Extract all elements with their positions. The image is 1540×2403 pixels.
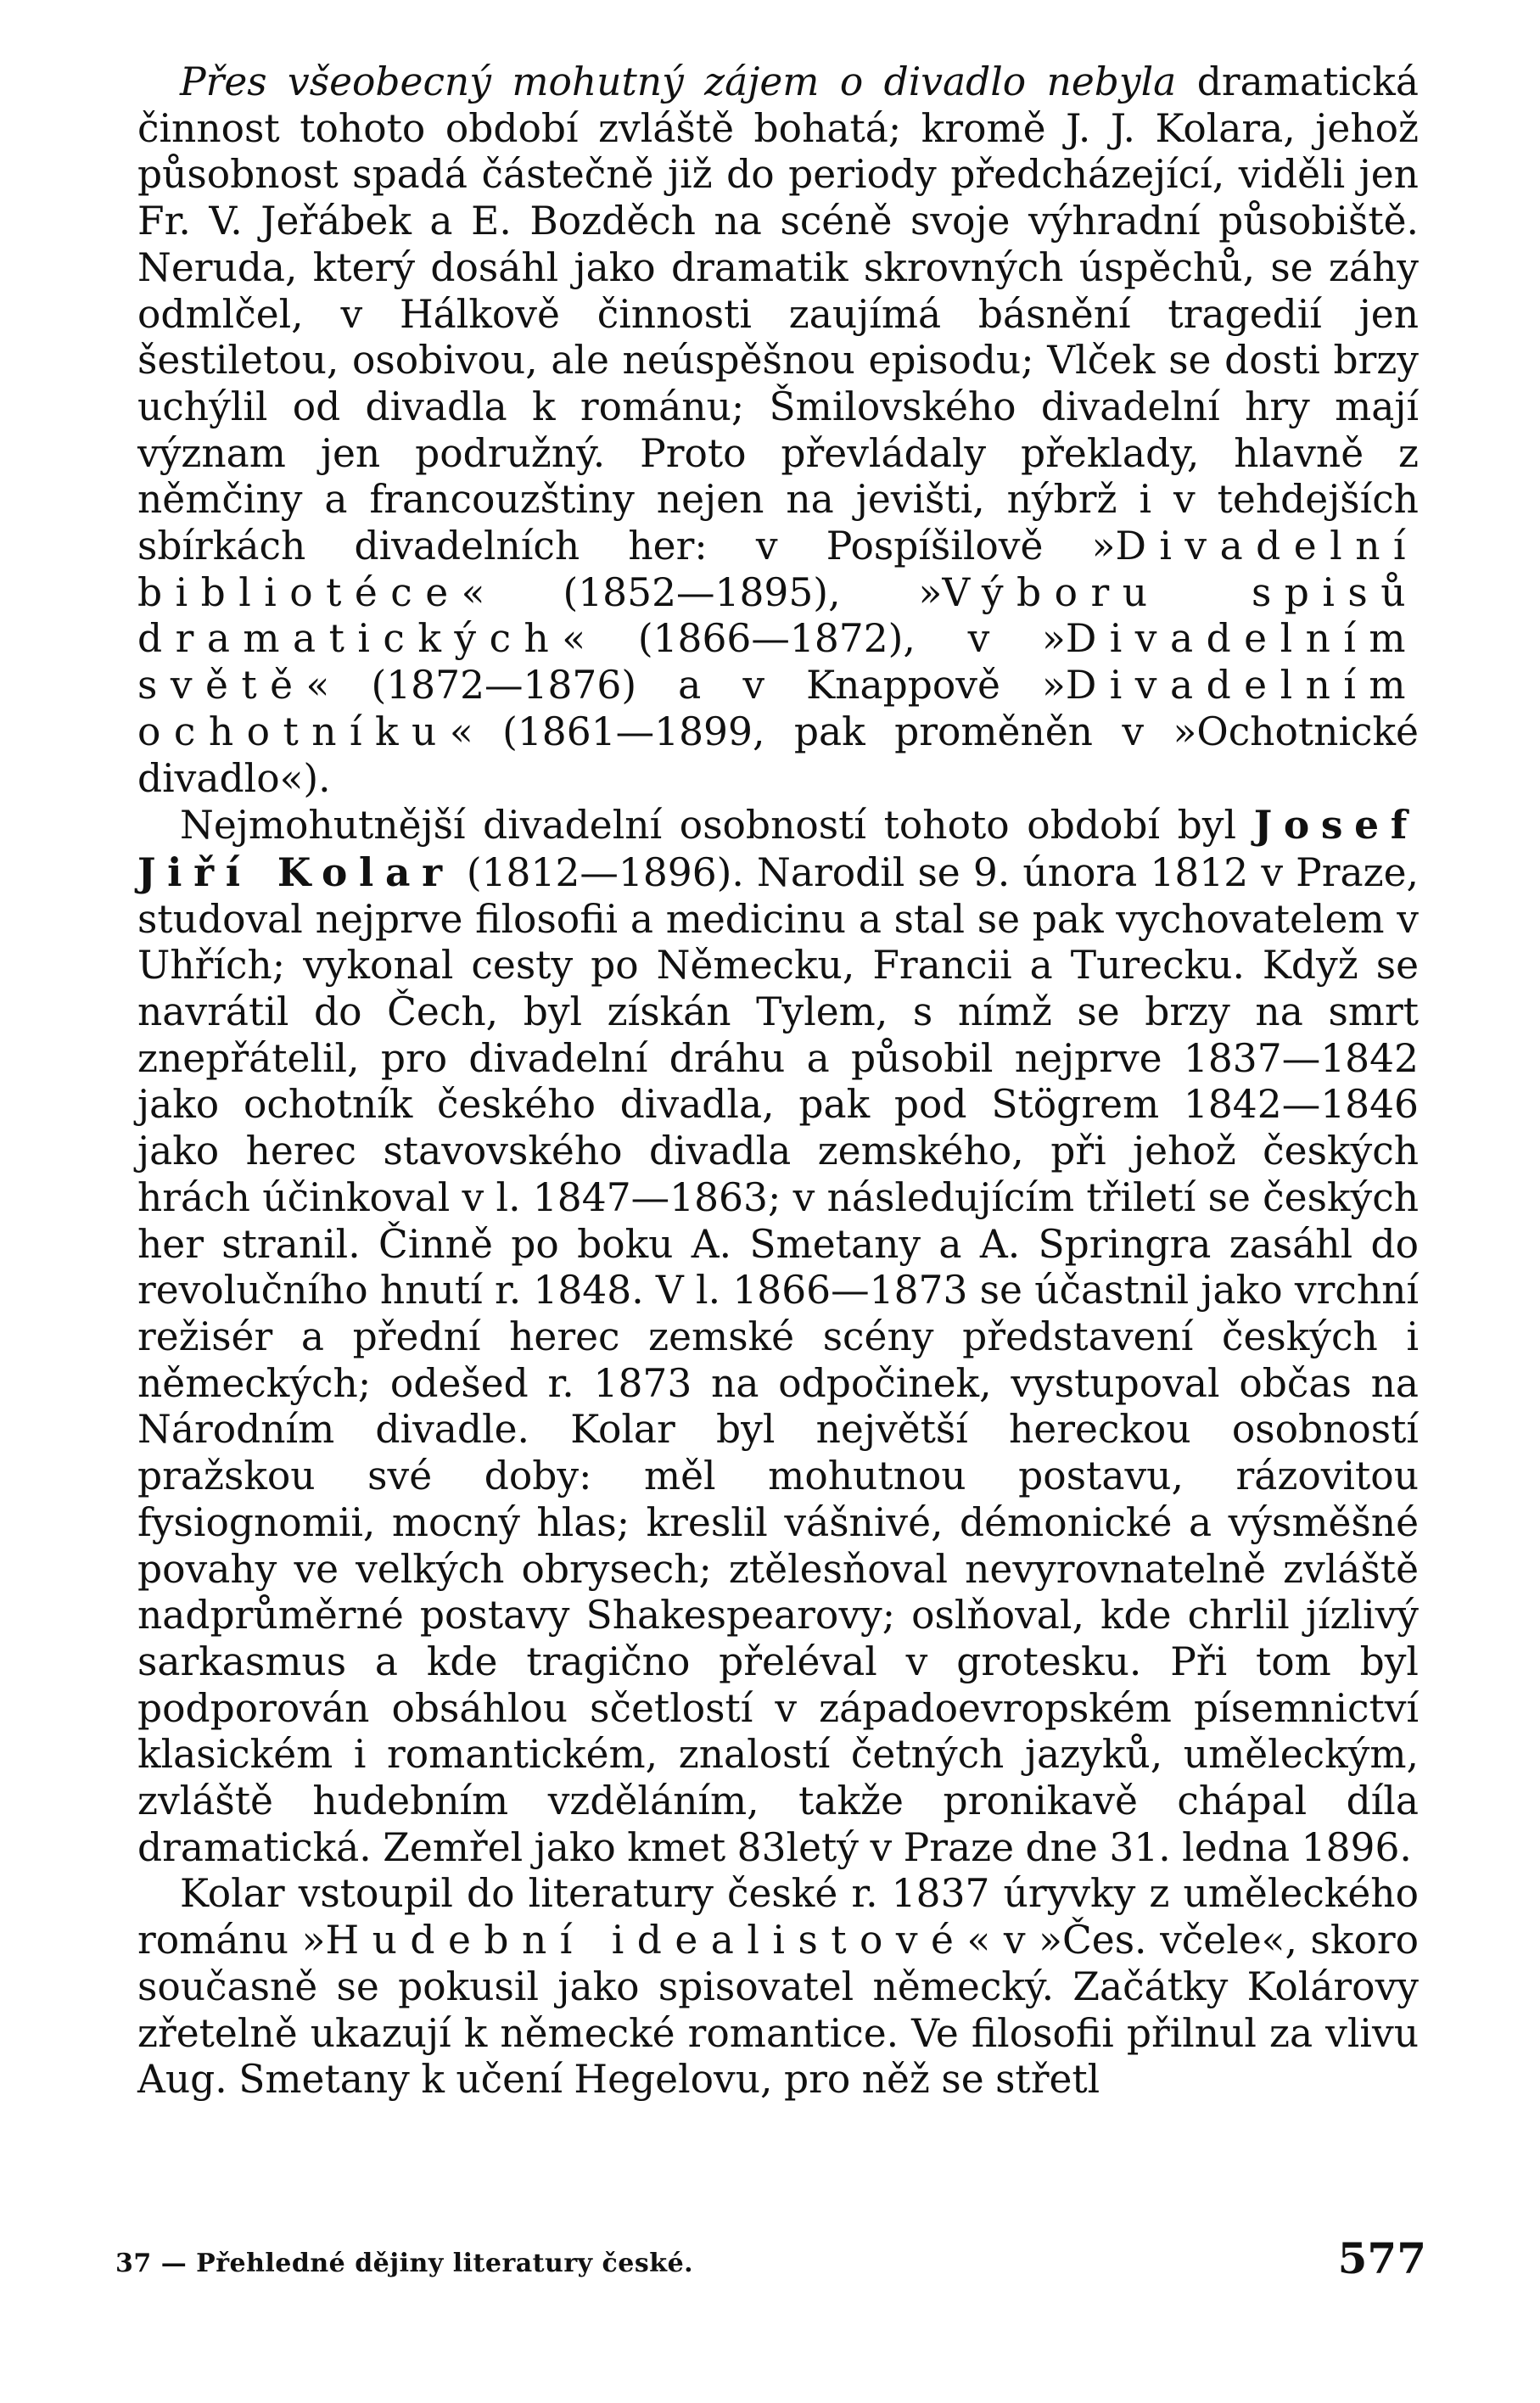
paragraph-1-segment-6: « (1866—1872), v » xyxy=(562,616,1066,662)
paragraph-3 xyxy=(137,1871,1419,2103)
paragraph-3-segment-3: « v »Čes. včele«, skoro současně se pokusil jako spisovatel německý. Začátky Kolárovy zřetelně ukazují k německé romantice. Ve filosofii přilnul za vlivu Aug. Smetany k učení Hegelovu, pro něž se střetl xyxy=(137,1918,1420,2103)
paragraph-1-segment-8: « (1872—1876) a v Knappově » xyxy=(305,663,1066,709)
page-body xyxy=(137,59,1419,2103)
paragraph-1 xyxy=(137,59,1419,802)
paragraph-1-segment-5: Výboru spisů dramatických xyxy=(137,569,1419,662)
footer-signature: 37 — Přehledné dějiny literatury české. xyxy=(115,2249,694,2278)
page-footer xyxy=(115,2233,1426,2293)
paragraph-1-segment-4: « (1852—1895), » xyxy=(461,569,943,615)
paragraph-1-segment-1: Přes všeobecný mohutný zájem o divadlo nebyla xyxy=(180,59,1177,104)
paragraph-3-segment-2: Hudební idealistové xyxy=(325,1918,967,1963)
paragraph-2 xyxy=(137,802,1419,1871)
paragraph-1-segment-10: « (1861—1899, pak proměněn v »Ochotnické divadlo«). xyxy=(137,709,1419,801)
paragraph-2-segment-3: (1812—1896). Narodil se 9. února 1812 v Praze, studoval nejprve filosofii a medicinu a stal se pak vychovatelem v Uhřích; vykonal cesty po Německu, Francii a Turecku. Když se navrátil do Čech, byl získán Tylem, s nímž se brzy na smrt znepřátelil, pro divadelní dráhu a působil nejprve 1837—1842 jako ochotník českého divadla, pak pod Stögrem 1842—1846 jako herec stavovského divadla zemského, při jehož českých hrách účinkoval v l. 1847—1863; v následujícím třiletí se českých her stranil. Činně po boku A. Smetany a A. Springra zasáhl do revolučního hnutí r. 1848. V l. 1866—1873 se účastnil jako vrchní režisér a přední herec zemské scény představení českých i německých; odešed r. 1873 na odpočinek, vystupoval občas na Národním divadle. Kolar byl největší hereckou osobností pražskou své doby: měl mohutnou postavu, rázovitou fysiognomii, mocný hlas; kreslil vášnivé, démonické a výsměšné povahy ve velkých obrysech; ztělesňoval nevyrovnatelně zvláště nadprůměrné postavy Shakespearovy; oslňoval, kde chrlil jízlivý sarkasmus a kde tragično přeléval v grotesku. Při tom byl podporován obsáhlou sčetlostí v západoevropském písemnictví klasickém i romantickém, znalostí četných jazyků, uměleckým, zvláště hudebním vzděláním, takže pronikavě chápal díla dramatická. Zemřel jako kmet 83letý v Praze dne 31. ledna 1896. xyxy=(137,849,1420,1870)
paragraph-1-segment-3: Divadelní bibliotéce xyxy=(137,524,1419,615)
page-number: 577 xyxy=(1337,2233,1426,2283)
paragraph-2-segment-2: Josef Jiří Kolar xyxy=(137,802,1419,895)
paragraph-1-segment-7: Divadelním světě xyxy=(137,616,1419,709)
paragraph-1-segment-9: Divadelním ochotníku xyxy=(137,663,1419,754)
paragraph-1-segment-2: dramatická činnost tohoto období zvláště bohatá; kromě J. J. Kolara, jehož působnost spadá částečně již do periody předcházející, viděli jen Fr. V. Jeřábek a E. Bozděch na scéně svoje výhradní působiště. Neruda, který dosáhl jako dramatik skrovných úspěchů, se záhy odmlčel, v Hálkově činnosti zaujímá básnění tragedií jen šestiletou, osobivou, ale neúspěšnou episodu; Vlček se dosti brzy uchýlil od divadla k románu; Šmilovského divadelní hry mají význam jen podružný. Proto převládaly překlady, hlavně z němčiny a francouzštiny nejen na jevišti, nýbrž i v tehdejších sbírkách divadelních her: v Pospíšilově » xyxy=(137,59,1419,569)
paragraph-2-segment-1: Nejmohutnější divadelní osobností tohoto období byl xyxy=(180,803,1254,849)
paragraph-3-segment-1: Kolar vstoupil do literatury české r. 1837 úryvky z uměleckého románu » xyxy=(137,1871,1419,1963)
